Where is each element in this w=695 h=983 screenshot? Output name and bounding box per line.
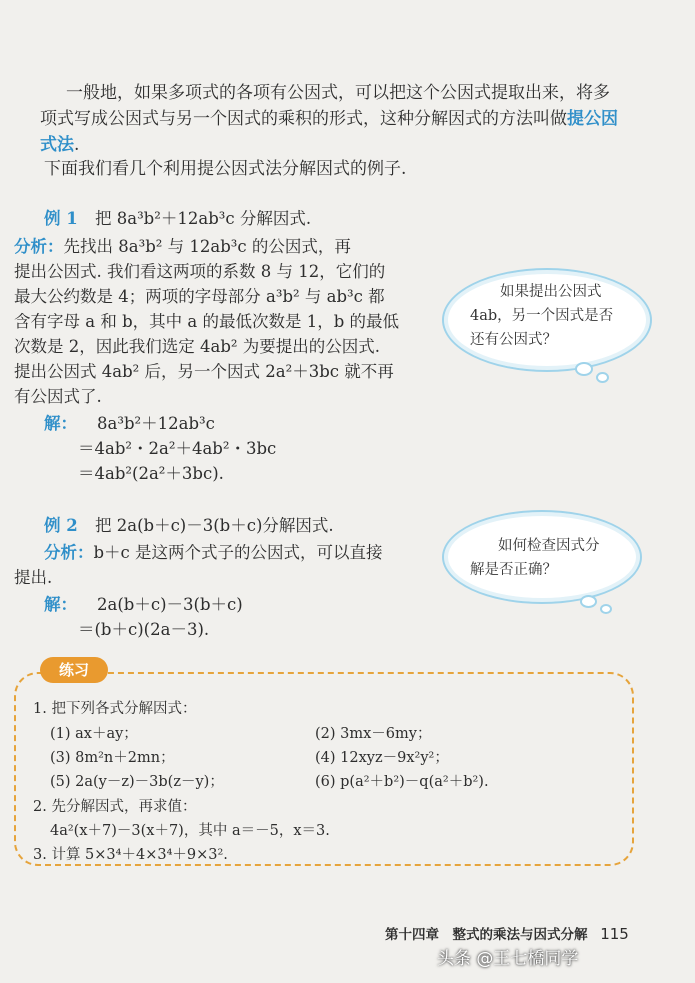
exercise-item-6: (6) p(a²＋b²)－q(a²＋b²). (315, 774, 489, 790)
intro-line-2 (40, 106, 640, 132)
page-number: 115 (600, 925, 629, 943)
cloud-bubble (596, 372, 609, 383)
exercise-item-1: (1) ax＋ay； (50, 726, 138, 742)
example-1-title: 把 8a³b²＋12ab³c 分解因式. (94, 209, 312, 228)
solution-step-3: ＝4ab²(2a²＋3bc). (78, 464, 224, 483)
analysis-line-3: 最大公约数是 4；两项的字母部分 a³b² 与 ab³c 都 (14, 287, 385, 306)
example-1-label: 例 1 (44, 209, 78, 228)
analysis-line-1 (14, 233, 351, 257)
cloud-2-text (470, 534, 630, 582)
exercise-q2: 2. 先分解因式，再求值： (33, 799, 197, 815)
solution-step-2: ＝4ab²・2a²＋4ab²・3bc (78, 439, 277, 458)
exercise-q1: 1. 把下列各式分解因式： (33, 701, 197, 717)
analysis-label: 分析： (14, 237, 64, 256)
example-2-title: 把 2a(b＋c)－3(b＋c)分解因式. (94, 516, 334, 535)
intro-paragraph (40, 80, 640, 158)
page-footer (385, 923, 629, 943)
solution-step-1: 2a(b＋c)－3(b＋c) (97, 595, 243, 614)
solution-label: 解： (44, 414, 77, 433)
intro-line-3 (40, 132, 640, 158)
example-1-heading (44, 205, 311, 229)
cloud-1-line: 4ab，另一个因式是否 (470, 308, 614, 324)
term-highlight-1: 提公因 (567, 109, 618, 129)
cloud-1-text (470, 280, 640, 352)
example-2-analysis-line-2: 提出. (14, 568, 53, 587)
exercise-item-2: (2) 3mx－6my； (315, 726, 432, 742)
analysis-line-2: 提出公因式. 我们看这两项的系数 8 与 12，它们的 (14, 262, 386, 281)
analysis-line-4: 含有字母 a 和 b，其中 a 的最低次数是 1，b 的最低 (14, 312, 400, 331)
analysis-line-6: 提出公因式 4ab² 后，另一个因式 2a²＋3bc 就不再 (14, 362, 394, 381)
example-2-label: 例 2 (44, 516, 78, 535)
exercise-item-5: (5) 2a(y－z)－3b(z－y)； (50, 774, 224, 790)
intro-line-4: 下面我们看几个利用提公因式法分解因式的例子. (44, 159, 407, 179)
chapter-title: 第十四章 整式的乘法与因式分解 (385, 927, 588, 943)
watermark: 头条 @王七橋同学 (437, 949, 579, 969)
example-2-heading (44, 512, 334, 536)
cloud-bubble (580, 595, 597, 608)
solution-step-2: ＝(b＋c)(2a－3). (78, 620, 210, 639)
exercise-tag: 练习 (40, 657, 108, 683)
solution-step-1: 8a³b²＋12ab³c (97, 414, 215, 433)
cloud-2-line: 解是否正确？ (470, 562, 557, 578)
cloud-bubble (575, 362, 593, 376)
analysis-line-5: 次数是 2，因此我们选定 4ab² 为要提出的公因式. (14, 337, 380, 356)
analysis-text: b＋c 是这两个式子的公因式，可以直接 (93, 543, 383, 562)
exercise-q2-expression: 4a²(x＋7)－3(x＋7)，其中 a＝－5，x＝3. (50, 823, 330, 839)
cloud-1-line: 如果提出公因式 (500, 284, 602, 300)
cloud-1-line: 还有公因式？ (470, 332, 557, 348)
solution-label: 解： (44, 595, 77, 614)
exercise-item-4: (4) 12xyz－9x²y²； (315, 750, 449, 766)
intro-line-2-text: 项式写成公因式与另一个因式的乘积的形式，这种分解因式的方法叫做 (40, 109, 567, 129)
intro-line-1: 一般地，如果多项式的各项有公因式，可以把这个公因式提取出来，将多 (66, 83, 610, 103)
analysis-text: 先找出 8a³b² 与 12ab³c 的公因式，再 (63, 237, 351, 256)
term-highlight-2: 式法 (40, 135, 74, 155)
example-2-analysis-line-1 (44, 539, 383, 563)
analysis-line-7: 有公因式了. (14, 387, 102, 406)
intro-line-3-end: . (74, 135, 80, 155)
exercise-q3: 3. 计算 5×3⁴＋4×3⁴＋9×3². (33, 847, 228, 863)
exercise-item-3: (3) 8m²n＋2mn； (50, 750, 175, 766)
cloud-bubble (600, 604, 612, 614)
analysis-label: 分析： (44, 543, 94, 562)
cloud-2-line: 如何检查因式分 (498, 538, 600, 554)
